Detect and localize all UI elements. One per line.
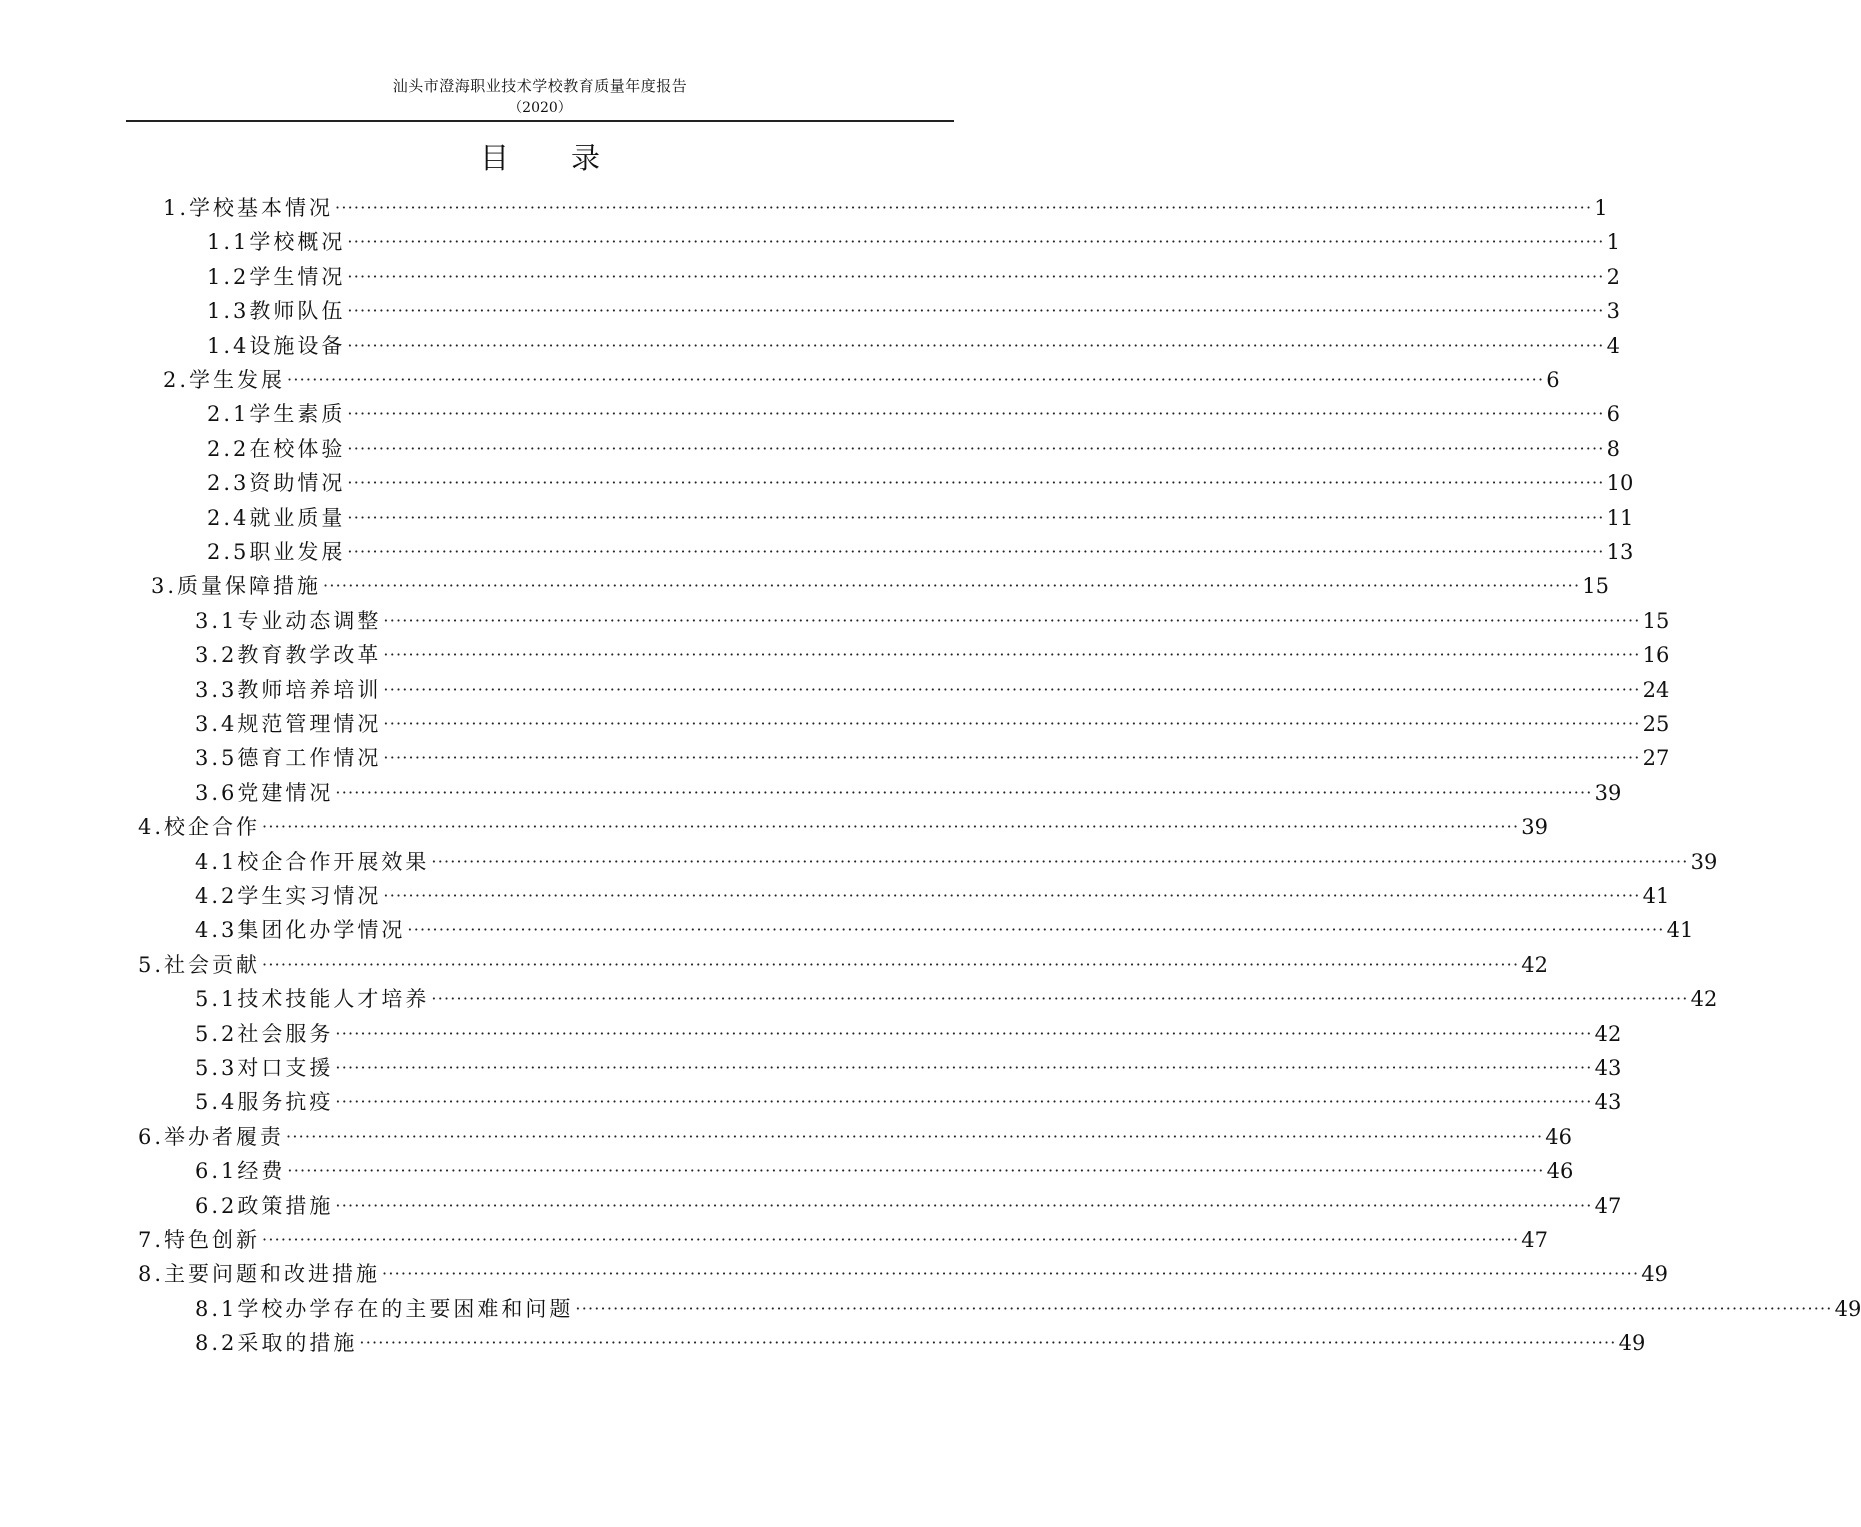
toc-dot-leader: ········································································································································································································ xyxy=(575,1299,1833,1318)
toc-entry[interactable] xyxy=(195,1324,1646,1358)
toc-page-number: 41 xyxy=(1666,918,1694,942)
toc-dot-leader: ········································································································································································································ xyxy=(335,1196,1593,1215)
toc-dot-leader: ········································································································································································································ xyxy=(431,989,1689,1008)
toc-page-number: 27 xyxy=(1642,746,1670,770)
toc-page-number: 11 xyxy=(1606,506,1634,530)
toc-dot-leader: ········································································································································································································ xyxy=(347,508,1605,527)
toc-page-number: 46 xyxy=(1546,1159,1574,1183)
toc-page-number: 6 xyxy=(1546,368,1560,392)
toc-page-number: 16 xyxy=(1642,643,1670,667)
report-title: 汕头市澄海职业技术学校教育质量年度报告 xyxy=(392,77,688,95)
toc-entry-label: 3.5德育工作情况 xyxy=(195,746,382,770)
toc-entry[interactable] xyxy=(207,223,1620,257)
toc-page-number: 4 xyxy=(1606,334,1620,358)
toc-entry-label: 2.5职业发展 xyxy=(207,540,346,564)
toc-entry[interactable] xyxy=(195,774,1622,808)
toc-entry[interactable] xyxy=(195,1083,1622,1117)
toc-entry[interactable] xyxy=(138,808,1548,842)
toc-page-number: 42 xyxy=(1521,953,1548,977)
toc-entry-label: 2.2在校体验 xyxy=(207,437,346,461)
toc-dot-leader: ········································································································································································································ xyxy=(383,714,1641,733)
toc-page-number: 49 xyxy=(1641,1262,1668,1286)
toc-entry-label: 7.特色创新 xyxy=(138,1228,261,1252)
toc-page-number: 49 xyxy=(1618,1331,1646,1355)
toc-entry-label: 3.4规范管理情况 xyxy=(195,712,382,736)
toc-dot-leader: ········································································································································································································ xyxy=(383,611,1641,630)
toc-entry-label: 6.1经费 xyxy=(195,1159,286,1183)
toc-entry-label: 3.1专业动态调整 xyxy=(195,609,382,633)
toc-dot-leader: ········································································································································································································ xyxy=(262,1230,1520,1249)
toc-dot-leader: ········································································································································································································ xyxy=(383,748,1641,767)
toc-entry[interactable] xyxy=(207,292,1620,326)
toc-dot-leader: ········································································································································································································ xyxy=(287,1161,1545,1180)
toc-page-number: 8 xyxy=(1606,437,1620,461)
toc-entry[interactable] xyxy=(207,395,1620,429)
toc-page-number: 6 xyxy=(1606,402,1620,426)
toc-entry-label: 1.4设施设备 xyxy=(207,334,346,358)
toc-entry-label: 2.1学生素质 xyxy=(207,402,346,426)
toc-dot-leader: ········································································································································································································ xyxy=(286,1127,1544,1146)
toc-entry-label: 4.校企合作 xyxy=(138,815,261,839)
header-divider xyxy=(126,120,954,122)
toc-dot-leader: ········································································································································································································ xyxy=(347,473,1605,492)
toc-page-number: 47 xyxy=(1594,1194,1622,1218)
toc-dot-leader: ········································································································································································································ xyxy=(347,542,1605,561)
toc-entry-label: 1.2学生情况 xyxy=(207,265,346,289)
toc-page-number: 24 xyxy=(1642,678,1670,702)
toc-entry[interactable] xyxy=(138,1255,1668,1289)
toc-dot-leader: ········································································································································································································ xyxy=(359,1333,1617,1352)
toc-entry[interactable] xyxy=(138,1118,1572,1152)
toc-page-number: 42 xyxy=(1690,987,1718,1011)
toc-entry-label: 6.举办者履责 xyxy=(138,1125,285,1149)
toc-entry-label: 2.3资助情况 xyxy=(207,471,346,495)
toc-heading: 目录 xyxy=(479,141,662,175)
toc-entry[interactable] xyxy=(195,1049,1622,1083)
toc-entry[interactable] xyxy=(195,843,1718,877)
toc-entry[interactable] xyxy=(195,1152,1574,1186)
toc-dot-leader: ········································································································································································································ xyxy=(323,576,1581,595)
toc-dot-leader: ········································································································································································································ xyxy=(431,852,1689,871)
toc-dot-leader: ········································································································································································································ xyxy=(347,267,1605,286)
toc-page-number: 39 xyxy=(1521,815,1548,839)
toc-dot-leader: ········································································································································································································ xyxy=(335,783,1593,802)
toc-entry[interactable] xyxy=(195,877,1670,911)
toc-entry-label: 5.社会贡献 xyxy=(138,953,261,977)
toc-entry-label: 5.4服务抗疫 xyxy=(195,1090,334,1114)
toc-dot-leader: ········································································································································································································ xyxy=(262,817,1520,836)
toc-page-number: 42 xyxy=(1594,1022,1622,1046)
toc-entry[interactable] xyxy=(138,946,1548,980)
toc-entry-label: 2.学生发展 xyxy=(163,368,286,392)
toc-entry[interactable] xyxy=(207,258,1620,292)
running-header xyxy=(0,74,1080,118)
toc-entry-label: 6.2政策措施 xyxy=(195,1194,334,1218)
toc-dot-leader: ········································································································································································································ xyxy=(347,439,1605,458)
toc-page-number: 39 xyxy=(1594,781,1622,805)
toc-dot-leader: ········································································································································································································ xyxy=(347,232,1605,251)
toc-entry-label: 1.学校基本情况 xyxy=(163,196,334,220)
toc-dot-leader: ········································································································································································································ xyxy=(347,404,1605,423)
toc-dot-leader: ········································································································································································································ xyxy=(335,1024,1593,1043)
toc-page-number: 39 xyxy=(1690,850,1718,874)
toc-page-number: 43 xyxy=(1594,1090,1622,1114)
toc-entry-label: 3.质量保障措施 xyxy=(151,574,322,598)
toc-page-number: 10 xyxy=(1606,471,1634,495)
toc-entry[interactable] xyxy=(138,1221,1548,1255)
toc-dot-leader: ········································································································································································································ xyxy=(347,301,1605,320)
toc-dot-leader: ········································································································································································································ xyxy=(383,645,1641,664)
toc-dot-leader: ········································································································································································································ xyxy=(383,886,1641,905)
toc-entry-label: 4.1校企合作开展效果 xyxy=(195,850,430,874)
toc-entry[interactable] xyxy=(207,499,1634,533)
toc-entry[interactable] xyxy=(195,671,1670,705)
toc-entry-label: 4.3集团化办学情况 xyxy=(195,918,406,942)
toc-entry[interactable] xyxy=(151,567,1609,601)
toc-entry-label: 2.4就业质量 xyxy=(207,506,346,530)
toc-entry-label: 1.3教师队伍 xyxy=(207,299,346,323)
toc-entry[interactable] xyxy=(195,911,1694,945)
toc-dot-leader: ········································································································································································································ xyxy=(382,1264,1640,1283)
toc-page-number: 25 xyxy=(1642,712,1670,736)
toc-page-number: 15 xyxy=(1582,574,1609,598)
toc-dot-leader: ········································································································································································································ xyxy=(407,920,1665,939)
toc-entry-label: 3.2教育教学改革 xyxy=(195,643,382,667)
toc-entry[interactable] xyxy=(195,1015,1622,1049)
report-year: （2020） xyxy=(508,100,572,116)
toc-entry[interactable] xyxy=(195,602,1670,636)
toc-entry-label: 3.3教师培养培训 xyxy=(195,678,382,702)
toc-entry-label: 5.2社会服务 xyxy=(195,1022,334,1046)
toc-entry[interactable] xyxy=(195,1187,1622,1221)
toc-entry-label: 8.2采取的措施 xyxy=(195,1331,358,1355)
toc-entry-label: 5.1技术技能人才培养 xyxy=(195,987,430,1011)
toc-page-number: 3 xyxy=(1606,299,1620,323)
toc-page-number: 41 xyxy=(1642,884,1670,908)
toc-entry[interactable] xyxy=(195,705,1670,739)
toc-page-number: 43 xyxy=(1594,1056,1622,1080)
toc-entry[interactable] xyxy=(195,980,1718,1014)
toc-dot-leader: ········································································································································································································ xyxy=(335,1058,1593,1077)
toc-dot-leader: ········································································································································································································ xyxy=(262,955,1520,974)
toc-entry-label: 4.2学生实习情况 xyxy=(195,884,382,908)
toc-entry-label: 5.3对口支援 xyxy=(195,1056,334,1080)
toc-entry[interactable] xyxy=(207,430,1620,464)
toc-dot-leader: ········································································································································································································ xyxy=(383,680,1641,699)
toc-entry[interactable] xyxy=(163,361,1560,395)
toc-entry[interactable] xyxy=(195,1290,1861,1324)
toc-entry[interactable] xyxy=(195,739,1670,773)
toc-entry[interactable] xyxy=(195,636,1670,670)
toc-dot-leader: ········································································································································································································ xyxy=(287,370,1545,389)
toc-page-number: 49 xyxy=(1834,1297,1861,1321)
toc-page-number: 15 xyxy=(1642,609,1670,633)
toc-page-number: 1 xyxy=(1606,230,1620,254)
toc-entry-label: 3.6党建情况 xyxy=(195,781,334,805)
toc-entry[interactable] xyxy=(207,327,1620,361)
toc-entry[interactable] xyxy=(163,189,1608,223)
toc-entry-label: 8.1学校办学存在的主要困难和问题 xyxy=(195,1297,574,1321)
toc-entry-label: 1.1学校概况 xyxy=(207,230,346,254)
toc-entry[interactable] xyxy=(207,464,1634,498)
toc-dot-leader: ········································································································································································································ xyxy=(335,1092,1593,1111)
toc-page-number: 2 xyxy=(1606,265,1620,289)
toc-page-number: 47 xyxy=(1521,1228,1548,1252)
toc-entry-label: 8.主要问题和改进措施 xyxy=(138,1262,381,1286)
toc-dot-leader: ········································································································································································································ xyxy=(335,198,1593,217)
toc-page-number: 46 xyxy=(1545,1125,1572,1149)
toc-page-number: 1 xyxy=(1594,196,1608,220)
toc-page-number: 13 xyxy=(1606,540,1634,564)
toc-entry[interactable] xyxy=(207,533,1634,567)
toc-dot-leader: ········································································································································································································ xyxy=(347,336,1605,355)
